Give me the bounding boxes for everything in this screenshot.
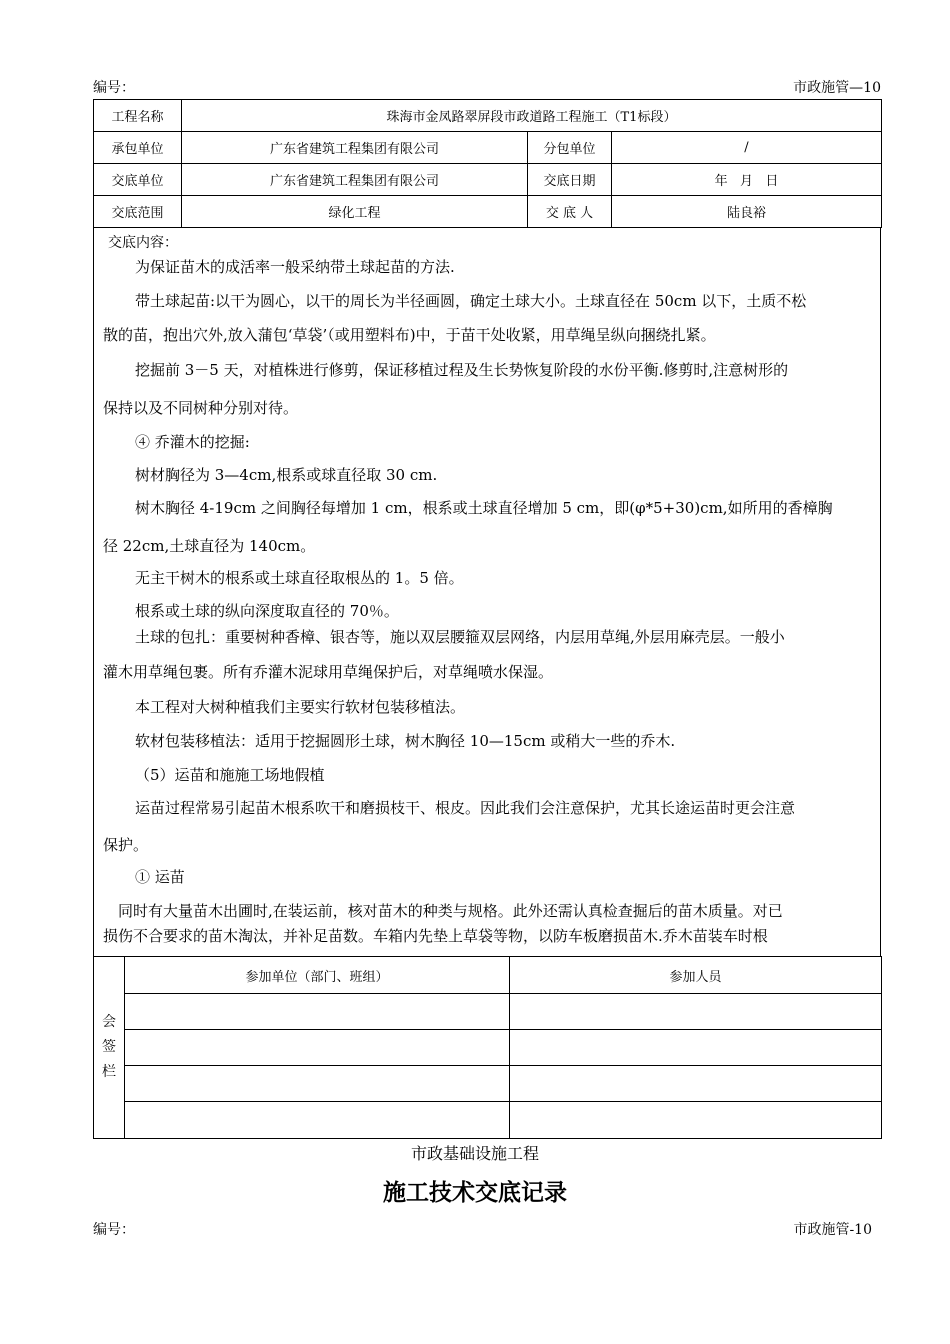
content-line: 保护。 bbox=[103, 836, 149, 854]
content-line: 根系或土球的纵向深度取直径的 70％。 bbox=[135, 602, 399, 620]
subcontractor-value: / bbox=[612, 132, 882, 164]
footer-title: 施工技术交底记录 bbox=[383, 1179, 567, 1206]
contractor-label: 承包单位 bbox=[94, 132, 182, 164]
sign-cell-unit[interactable] bbox=[125, 1066, 510, 1102]
contractor-value: 广东省建筑工程集团有限公司 bbox=[182, 132, 528, 164]
project-name-value: 珠海市金凤路翠屏段市政道路工程施工（T1标段） bbox=[182, 100, 882, 132]
content-line: 本工程对大树种植我们主要实行软材包装移植法。 bbox=[135, 698, 466, 716]
footer-form-code: 市政施管-10 bbox=[793, 1222, 872, 1238]
content-line: 土球的包扎：重要树种香樟、银杏等，施以双层腰箍双层网络，内层用草绳,外层用麻壳层。一般小 bbox=[135, 628, 785, 646]
sign-cell-unit[interactable] bbox=[125, 1030, 510, 1066]
sign-label-char: 会 bbox=[102, 1014, 116, 1030]
sign-cell-unit[interactable] bbox=[125, 994, 510, 1030]
person-label: 交 底 人 bbox=[528, 196, 612, 228]
content-line: 无主干树木的根系或土球直径取根丛的 1。5 倍。 bbox=[135, 569, 464, 587]
person-value: 陆良裕 bbox=[612, 196, 882, 228]
content-line: 为保证苗木的成活率一般采纳带土球起苗的方法. bbox=[135, 258, 455, 276]
form-code: 市政施管—10 bbox=[793, 80, 881, 96]
content-line: 挖掘前 3－5 天，对植株进行修剪，保证移植过程及生长势恢复阶段的水份平衡.修剪时,注意树形的 bbox=[135, 361, 789, 379]
content-line: 软材包装移植法：适用于挖掘圆形土球，树木胸径 10—15cm 或稍大一些的乔木. bbox=[135, 732, 676, 750]
subcontractor-label: 分包单位 bbox=[528, 132, 612, 164]
scope-label: 交底范围 bbox=[94, 196, 182, 228]
content-line: 散的苗，抱出穴外,放入蒲包‘草袋’（或用塑料布)中，于苗干处收紧，用草绳呈纵向捆绕扎紧。 bbox=[103, 326, 716, 344]
date-label: 交底日期 bbox=[528, 164, 612, 196]
info-table bbox=[93, 99, 882, 228]
content-line: ① 运苗 bbox=[135, 868, 185, 886]
sign-cell-people[interactable] bbox=[510, 994, 882, 1030]
footer-subtitle: 市政基础设施工程 bbox=[410, 1144, 539, 1163]
content-line: 运苗过程常易引起苗木根系吹干和磨损枝干、根皮。因此我们会注意保护，尤其长途运苗时更会注意 bbox=[135, 799, 796, 817]
col-header-unit: 参加单位（部门、班组） bbox=[125, 957, 510, 994]
sign-label-char: 栏 bbox=[102, 1064, 116, 1080]
project-name-label: 工程名称 bbox=[94, 100, 182, 132]
content-line: 损伤不合要求的苗木淘汰，并补足苗数。车箱内先垫上草袋等物，以防车板磨损苗木.乔木苗装车时根 bbox=[103, 927, 768, 945]
sign-table bbox=[93, 956, 882, 1139]
sign-label-char: 签 bbox=[102, 1039, 116, 1055]
footer-serial-label: 编号： bbox=[93, 1222, 135, 1238]
sign-cell-people[interactable] bbox=[510, 1066, 882, 1102]
content-line: 带土球起苗:以干为圆心，以干的周长为半径画圆，确定土球大小。土球直径在 50cm 以下，土质不松 bbox=[135, 292, 807, 310]
content-line: 保持以及不同树种分别对待。 bbox=[103, 399, 299, 417]
content-line: （5）运苗和施施工场地假植 bbox=[135, 766, 325, 784]
content-line: 灌木用草绳包裹。所有乔灌木泥球用草绳保护后，对草绳喷水保湿。 bbox=[103, 663, 554, 681]
content-line: 同时有大量苗木出圃时,在装运前，核对苗木的种类与规格。此外还需认真检查掘后的苗木质量。对已 bbox=[118, 902, 783, 920]
content-line: ④ 乔灌木的挖掘: bbox=[135, 433, 250, 451]
disclosing-unit-value: 广东省建筑工程集团有限公司 bbox=[182, 164, 528, 196]
disclosing-unit-label: 交底单位 bbox=[94, 164, 182, 196]
scope-value: 绿化工程 bbox=[182, 196, 528, 228]
date-value: 年 月 日 bbox=[612, 164, 882, 196]
content-line: 树材胸径为 3—4cm,根系或球直径取 30 cm. bbox=[135, 466, 438, 484]
content-line: 树木胸径 4-19cm 之间胸径每增加 1 cm，根系或土球直径增加 5 cm，即(φ*5+30)cm,如所用的香樟胸 bbox=[135, 499, 833, 517]
content-line: 径 22cm,土球直径为 140cm。 bbox=[103, 537, 316, 555]
col-header-people: 参加人员 bbox=[510, 957, 882, 994]
sign-cell-people[interactable] bbox=[510, 1102, 882, 1139]
sign-vertical-label bbox=[94, 957, 125, 1139]
serial-label: 编号： bbox=[93, 80, 135, 96]
sign-cell-unit[interactable] bbox=[125, 1102, 510, 1139]
sign-cell-people[interactable] bbox=[510, 1030, 882, 1066]
content-label: 交底内容： bbox=[108, 235, 178, 251]
